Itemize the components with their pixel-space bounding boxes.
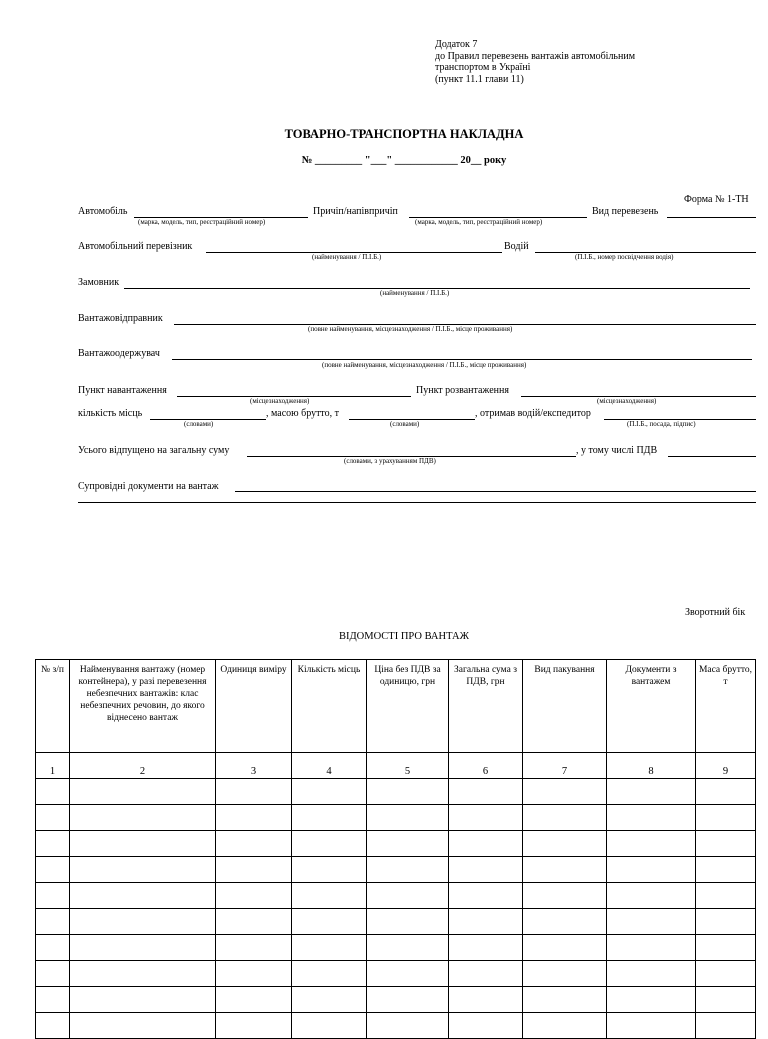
table-cell[interactable]	[523, 935, 607, 961]
table-cell[interactable]	[216, 909, 292, 935]
accompanying-docs-label: Супровідні документи на вантаж	[78, 481, 219, 492]
table-cell[interactable]	[70, 987, 216, 1013]
table-cell[interactable]	[36, 935, 70, 961]
table-cell[interactable]	[36, 909, 70, 935]
vehicle-label: Автомобіль	[78, 206, 128, 217]
table-cell[interactable]	[292, 805, 367, 831]
driver-label: Водій	[504, 241, 529, 252]
table-header-row	[36, 660, 756, 753]
table-cell[interactable]	[449, 883, 523, 909]
table-cell[interactable]	[523, 961, 607, 987]
table-cell[interactable]	[449, 857, 523, 883]
column-number: 4	[292, 753, 367, 779]
table-cell[interactable]	[216, 857, 292, 883]
table-row[interactable]	[36, 987, 756, 1013]
table-cell[interactable]	[607, 883, 696, 909]
table-cell[interactable]	[696, 779, 756, 805]
table-cell[interactable]	[523, 883, 607, 909]
carrier-label: Автомобільний перевізник	[78, 241, 193, 252]
consignee-field[interactable]	[172, 359, 752, 360]
column-number: 1	[36, 753, 70, 779]
table-cell[interactable]	[70, 779, 216, 805]
table-cell[interactable]	[696, 857, 756, 883]
table-cell[interactable]	[292, 779, 367, 805]
table-cell[interactable]	[449, 779, 523, 805]
table-cell[interactable]	[607, 961, 696, 987]
table-cell[interactable]	[449, 1013, 523, 1039]
total-released-label: Усього відпущено на загальну суму	[78, 445, 230, 456]
table-cell[interactable]	[70, 961, 216, 987]
table-cell[interactable]	[523, 779, 607, 805]
table-cell[interactable]	[36, 857, 70, 883]
table-cell[interactable]	[70, 857, 216, 883]
column-header: Кількість місць	[292, 660, 367, 753]
cargo-section-title: ВІДОМОСТІ ПРО ВАНТАЖ	[339, 631, 469, 642]
table-cell[interactable]	[607, 935, 696, 961]
table-cell[interactable]	[70, 1013, 216, 1039]
table-cell[interactable]	[696, 909, 756, 935]
table-cell[interactable]	[216, 987, 292, 1013]
table-cell[interactable]	[367, 883, 449, 909]
column-header: Одиниця виміру	[216, 660, 292, 753]
table-row[interactable]	[36, 961, 756, 987]
table-cell[interactable]	[292, 909, 367, 935]
vat-label: , у тому числі ПДВ	[576, 445, 658, 456]
table-cell[interactable]	[449, 805, 523, 831]
table-cell[interactable]	[36, 831, 70, 857]
table-cell[interactable]	[607, 857, 696, 883]
unloading-point-hint: (місцезнаходження)	[597, 397, 657, 405]
table-cell[interactable]	[449, 909, 523, 935]
form-number: Форма № 1-ТН	[684, 194, 749, 205]
table-cell[interactable]	[607, 779, 696, 805]
table-cell[interactable]	[36, 805, 70, 831]
gross-mass-label: , масою брутто, т	[266, 408, 340, 419]
table-cell[interactable]	[70, 805, 216, 831]
shipper-label: Вантажовідправник	[78, 313, 163, 324]
table-cell[interactable]	[367, 857, 449, 883]
carrier-hint: (найменування / П.І.Б.)	[312, 253, 382, 261]
table-row[interactable]	[36, 805, 756, 831]
table-cell[interactable]	[36, 1013, 70, 1039]
table-cell[interactable]	[70, 909, 216, 935]
table-cell[interactable]	[216, 1013, 292, 1039]
transport-type-field[interactable]	[667, 217, 756, 218]
appendix-line: Додаток 7	[435, 39, 478, 50]
document-title: ТОВАРНО-ТРАНСПОРТНА НАКЛАДНА	[284, 127, 524, 141]
trailer-label: Причіп/напівпричіп	[313, 206, 398, 217]
table-cell[interactable]	[696, 1013, 756, 1039]
table-cell[interactable]	[696, 831, 756, 857]
table-cell[interactable]	[607, 805, 696, 831]
table-cell[interactable]	[607, 831, 696, 857]
table-cell[interactable]	[449, 987, 523, 1013]
table-cell[interactable]	[607, 987, 696, 1013]
gross-mass-hint: (словами)	[390, 420, 420, 428]
table-row[interactable]	[36, 883, 756, 909]
consignee-label: Вантажоодержувач	[78, 348, 160, 359]
reverse-side-label: Зворотний бік	[685, 607, 746, 618]
column-number: 2	[70, 753, 216, 779]
column-header: Документи з вантажем	[607, 660, 696, 753]
table-cell[interactable]	[367, 805, 449, 831]
table-cell[interactable]	[367, 909, 449, 935]
table-cell[interactable]	[216, 935, 292, 961]
appendix-line: транспортом в Україні	[435, 62, 531, 73]
column-number: 6	[449, 753, 523, 779]
table-cell[interactable]	[449, 961, 523, 987]
table-row[interactable]	[36, 935, 756, 961]
table-cell[interactable]	[523, 1013, 607, 1039]
table-cell[interactable]	[367, 831, 449, 857]
table-cell[interactable]	[292, 935, 367, 961]
column-header: Ціна без ПДВ за одиницю, грн	[367, 660, 449, 753]
table-cell[interactable]	[70, 831, 216, 857]
column-number-row	[36, 753, 756, 779]
document-number-line[interactable]: № _________ "___" ____________ 20__ року	[301, 155, 507, 166]
consignee-hint: (повне найменування, місцезнаходження / П.І.Б., місце проживання)	[322, 361, 527, 369]
total-released-hint: (словами, з урахуванням ПДВ)	[344, 457, 436, 465]
table-cell[interactable]	[292, 1013, 367, 1039]
table-cell[interactable]	[367, 1013, 449, 1039]
vehicle-hint: (марка, модель, тип, реєстраційний номер)	[138, 218, 266, 226]
table-cell[interactable]	[523, 857, 607, 883]
table-cell[interactable]	[36, 987, 70, 1013]
column-number: 3	[216, 753, 292, 779]
column-number: 8	[607, 753, 696, 779]
appendix-line: до Правил перевезень вантажів автомобільним	[435, 50, 636, 62]
column-header: № з/п	[36, 660, 70, 753]
table-cell[interactable]	[696, 987, 756, 1013]
table-cell[interactable]	[216, 831, 292, 857]
appendix-note	[435, 39, 635, 85]
table-cell[interactable]	[292, 857, 367, 883]
table-cell[interactable]	[607, 909, 696, 935]
column-number: 9	[696, 753, 756, 779]
table-cell[interactable]	[367, 961, 449, 987]
table-cell[interactable]	[523, 831, 607, 857]
column-header: Вид пакування	[523, 660, 607, 753]
table-cell[interactable]	[696, 883, 756, 909]
driver-hint: (П.І.Б., номер посвідчення водія)	[575, 253, 674, 261]
table-cell[interactable]	[523, 987, 607, 1013]
table-cell[interactable]	[292, 883, 367, 909]
table-cell[interactable]	[36, 883, 70, 909]
table-cell[interactable]	[367, 987, 449, 1013]
received-by-label: , отримав водій/експедитор	[475, 408, 591, 419]
column-header: Маса брутто, т	[696, 660, 756, 753]
shipper-hint: (повне найменування, місцезнаходження / П.І.Б., місце проживання)	[308, 325, 513, 333]
vat-field[interactable]	[668, 456, 756, 457]
table-cell[interactable]	[523, 805, 607, 831]
table-row[interactable]	[36, 857, 756, 883]
accompanying-docs-field[interactable]	[235, 491, 756, 492]
table-cell[interactable]	[36, 961, 70, 987]
appendix-line: (пункт 11.1 глави 11)	[435, 73, 524, 85]
received-by-hint: (П.І.Б., посада, підпис)	[627, 420, 696, 428]
table-cell[interactable]	[216, 805, 292, 831]
table-row[interactable]	[36, 779, 756, 805]
accompanying-docs-field-continuation[interactable]	[78, 502, 756, 503]
table-cell[interactable]	[696, 805, 756, 831]
column-number: 5	[367, 753, 449, 779]
table-cell[interactable]	[70, 883, 216, 909]
table-cell[interactable]	[607, 1013, 696, 1039]
cargo-table	[35, 659, 756, 1039]
unloading-point-label: Пункт розвантаження	[416, 385, 509, 396]
table-cell[interactable]	[449, 935, 523, 961]
loading-point-label: Пункт навантаження	[78, 385, 167, 396]
table-cell[interactable]	[292, 831, 367, 857]
table-cell[interactable]	[70, 935, 216, 961]
table-cell[interactable]	[696, 935, 756, 961]
table-cell[interactable]	[523, 909, 607, 935]
table-cell[interactable]	[367, 935, 449, 961]
column-header: Загальна сума з ПДВ, грн	[449, 660, 523, 753]
customer-hint: (найменування / П.І.Б.)	[380, 289, 450, 297]
table-cell[interactable]	[292, 987, 367, 1013]
table-cell[interactable]	[696, 961, 756, 987]
places-count-hint: (словами)	[184, 420, 214, 428]
table-cell[interactable]	[367, 779, 449, 805]
places-count-label: кількість місць	[78, 408, 143, 419]
trailer-hint: (марка, модель, тип, реєстраційний номер)	[415, 218, 543, 226]
loading-point-hint: (місцезнаходження)	[250, 397, 310, 405]
table-cell[interactable]	[216, 779, 292, 805]
column-number: 7	[523, 753, 607, 779]
table-row[interactable]	[36, 831, 756, 857]
table-row[interactable]	[36, 1013, 756, 1039]
table-cell[interactable]	[292, 961, 367, 987]
customer-label: Замовник	[78, 277, 120, 288]
table-cell[interactable]	[449, 831, 523, 857]
table-cell[interactable]	[36, 779, 70, 805]
column-header: Найменування вантажу (номер контейнера), у разі перевезення небезпечних вантажів: клас небезпечних речовин, до якого віднесено вантаж	[70, 660, 216, 753]
table-cell[interactable]	[216, 961, 292, 987]
transport-type-label: Вид перевезень	[592, 206, 659, 217]
table-cell[interactable]	[216, 883, 292, 909]
table-row[interactable]	[36, 909, 756, 935]
